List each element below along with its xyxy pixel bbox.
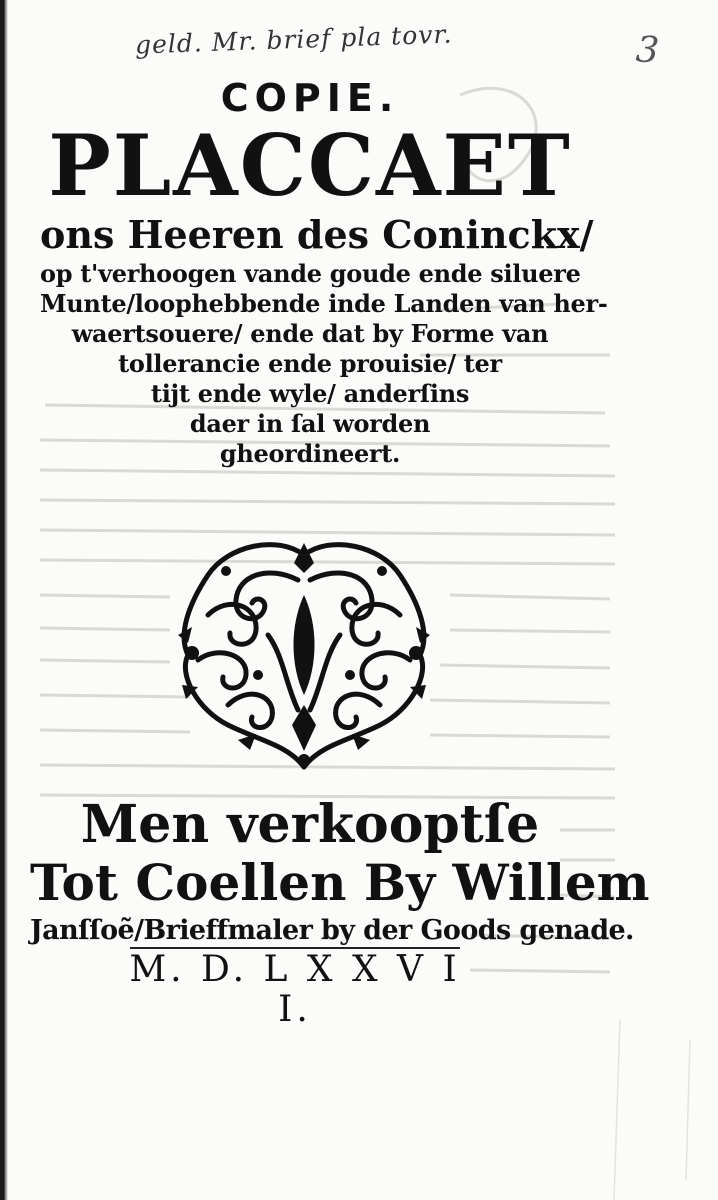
imprint-block (30, 794, 650, 951)
imprint-line-1: Men verkooptſe (80, 794, 540, 855)
title-line-4: waertsouere/ ende dat by Forme van (71, 319, 549, 348)
handwritten-sheet-number: 3 (634, 29, 661, 72)
title-block (40, 75, 608, 469)
title-line-7: daer in ſal worden (189, 409, 431, 438)
handwritten-note: geld. Mr. brief pla tovr. (134, 19, 453, 60)
title-line-2: op t'verhoogen vande goude ende siluere (40, 259, 581, 288)
imprint-line-3: Janſſoẽ/Brieffmaler by der Goods genade. (30, 915, 634, 946)
title-line-8: gheordineert. (219, 439, 401, 468)
imprint-line-2: Tot Coellen By Willem (30, 853, 650, 912)
title-line-1: ons Heeren des Coninckx/ (40, 212, 594, 257)
title-copie: COPIE. (220, 76, 400, 120)
ornament-fleuron-icon (168, 535, 440, 771)
publication-year: M. D. L X X V I I. (129, 949, 461, 1030)
title-line-6: tijt ende wyle/ anderſins (150, 379, 470, 408)
title-placcaet: PLACCAET (48, 116, 572, 215)
title-line-3: Munte/loophebbende inde Landen van her- (40, 289, 608, 318)
title-line-5: tollerancie ende prouisie/ ter (118, 349, 502, 378)
